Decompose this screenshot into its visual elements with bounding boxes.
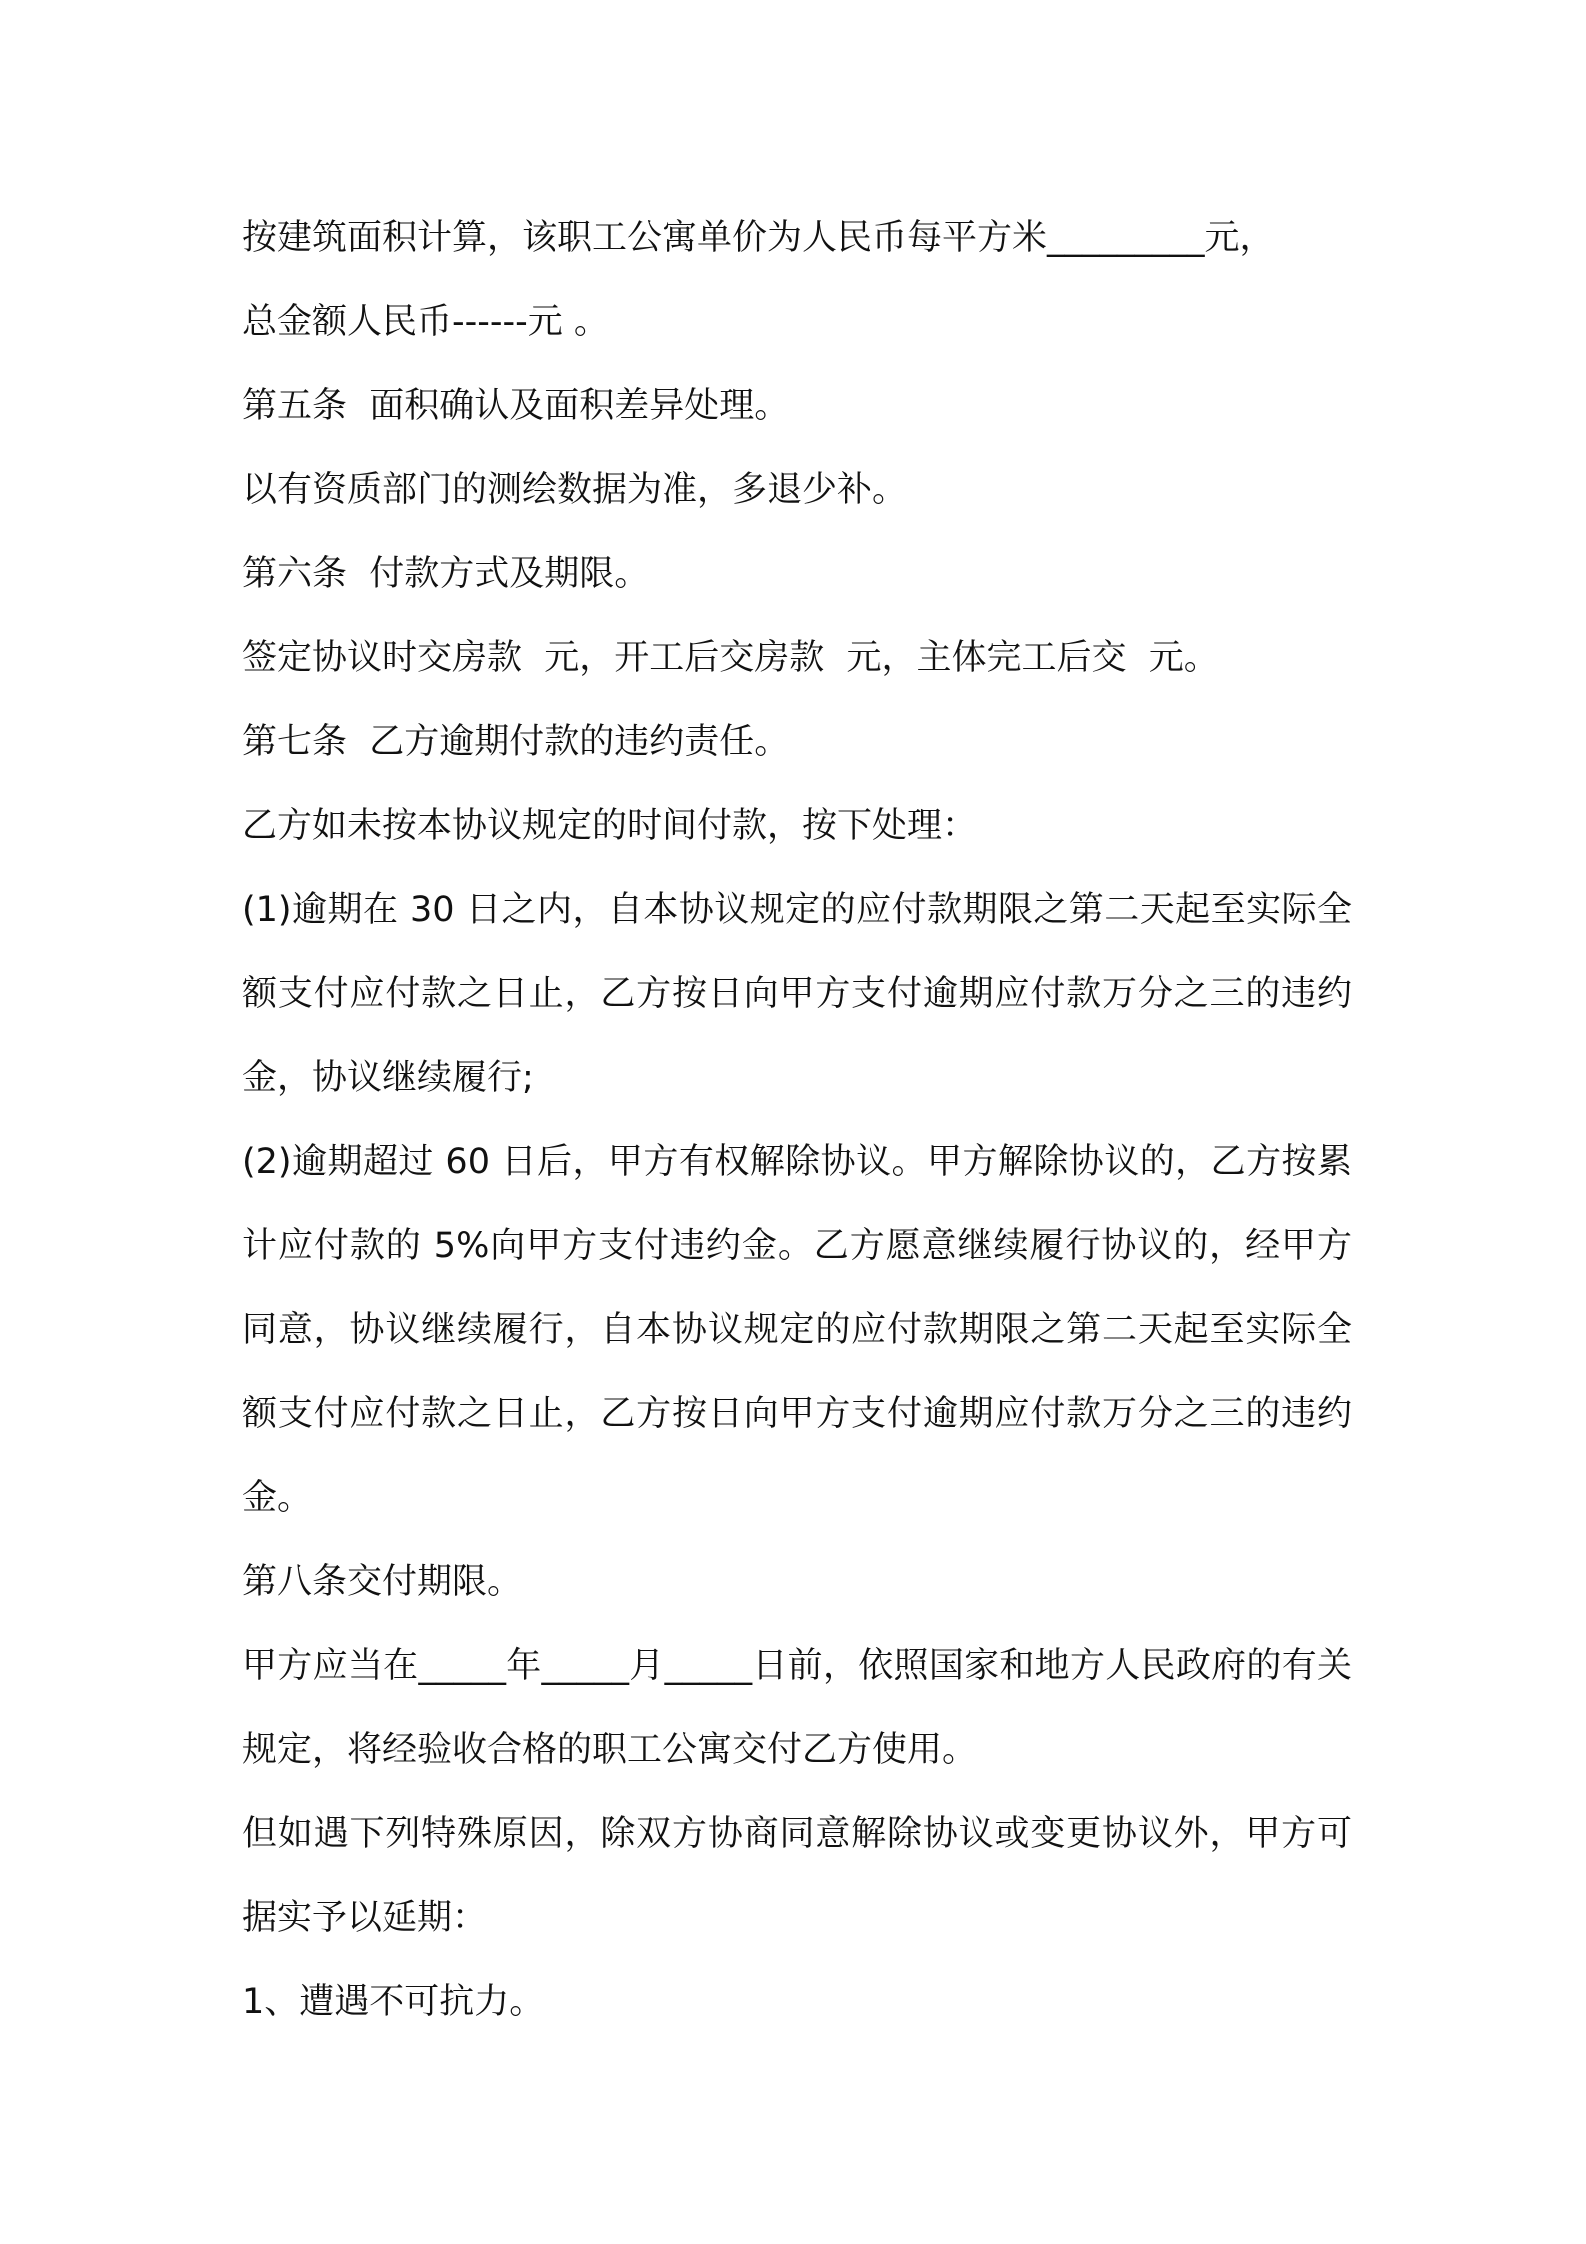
list-item-force-majeure: 1、遭遇不可抗力。 — [242, 1982, 545, 2022]
paragraph-total-amount: 总金额人民币------元 。 — [242, 302, 609, 342]
paragraph-extension-conditions: 但如遇下列特殊原因，除双方协商同意解除协议或变更协议外，甲方可据实予以延期： — [242, 1814, 1352, 1938]
paragraph-unit-price: 按建筑面积计算，该职工公寓单价为人民币每平方米_________元， — [242, 218, 1275, 258]
paragraph-late-payment-intro: 乙方如未按本协议规定的时间付款，按下处理： — [242, 806, 978, 846]
heading-article-7: 第七条 乙方逾期付款的违约责任。 — [242, 722, 790, 762]
heading-article-6: 第六条 付款方式及期限。 — [242, 554, 650, 594]
paragraph-late-payment-clause-2: (2)逾期超过 60 日后，甲方有权解除协议。甲方解除协议的，乙方按累计应付款的 5%向甲方支付违约金。乙方愿意继续履行协议的，经甲方同意，协议继续履行，自本协议规定的应付款期限之第二天起至实际全额支付应付款之日止，乙方按日向甲方支付逾期应付款万分之三的违约金。 — [242, 1142, 1352, 1518]
paragraph-delivery-date: 甲方应当在_____年_____月_____日前，依照国家和地方人民政府的有关规定，将经验收合格的职工公寓交付乙方使用。 — [242, 1646, 1352, 1770]
document-body — [242, 196, 1352, 2044]
paragraph-area-settlement: 以有资质部门的测绘数据为准，多退少补。 — [242, 470, 908, 510]
paragraph-late-payment-clause-1: (1)逾期在 30 日之内，自本协议规定的应付款期限之第二天起至实际全额支付应付款之日止，乙方按日向甲方支付逾期应付款万分之三的违约金，协议继续履行; — [242, 890, 1352, 1098]
heading-article-5: 第五条 面积确认及面积差异处理。 — [242, 386, 790, 426]
heading-article-8: 第八条交付期限。 — [242, 1562, 523, 1602]
paragraph-payment-schedule: 签定协议时交房款 元，开工后交房款 元，主体完工后交 元。 — [242, 638, 1219, 678]
